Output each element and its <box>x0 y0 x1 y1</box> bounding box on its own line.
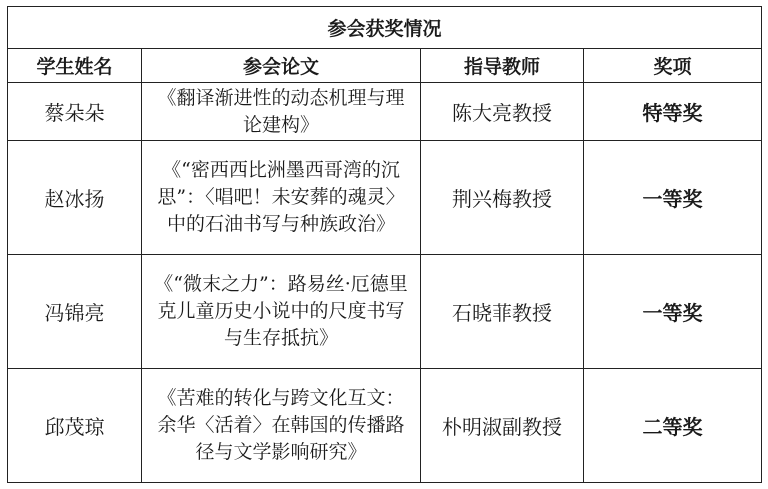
advisor-name: 朴明淑副教授 <box>421 369 584 483</box>
student-name: 赵冰扬 <box>8 141 142 255</box>
student-name: 蔡朵朵 <box>8 83 142 141</box>
award-table <box>7 6 762 483</box>
header-paper: 参会论文 <box>142 49 421 83</box>
paper-title: 《苦难的转化与跨文化互文：余华〈活着〉在韩国的传播路径与文学影响研究》 <box>142 369 421 483</box>
award-level: 特等奖 <box>584 83 762 141</box>
award-level: 一等奖 <box>584 141 762 255</box>
advisor-name: 陈大亮教授 <box>421 83 584 141</box>
paper-title: 《翻译渐进性的动态机理与理论建构》 <box>142 83 421 141</box>
paper-title: 《“密西西比洲墨西哥湾的沉思”：〈唱吧！未安葬的魂灵〉中的石油书写与种族政治》 <box>142 141 421 255</box>
table-title: 参会获奖情况 <box>8 7 762 49</box>
table-title-row <box>8 7 762 49</box>
table-row <box>8 369 762 483</box>
table-row <box>8 141 762 255</box>
award-level: 一等奖 <box>584 255 762 369</box>
header-advisor: 指导教师 <box>421 49 584 83</box>
header-row <box>8 49 762 83</box>
advisor-name: 石晓菲教授 <box>421 255 584 369</box>
table-row <box>8 255 762 369</box>
header-award: 奖项 <box>584 49 762 83</box>
student-name: 邱茂琼 <box>8 369 142 483</box>
paper-title: 《“微末之力”：路易丝·厄德里克儿童历史小说中的尺度书写与生存抵抗》 <box>142 255 421 369</box>
table-row <box>8 83 762 141</box>
advisor-name: 荆兴梅教授 <box>421 141 584 255</box>
header-student: 学生姓名 <box>8 49 142 83</box>
award-level: 二等奖 <box>584 369 762 483</box>
student-name: 冯锦亮 <box>8 255 142 369</box>
